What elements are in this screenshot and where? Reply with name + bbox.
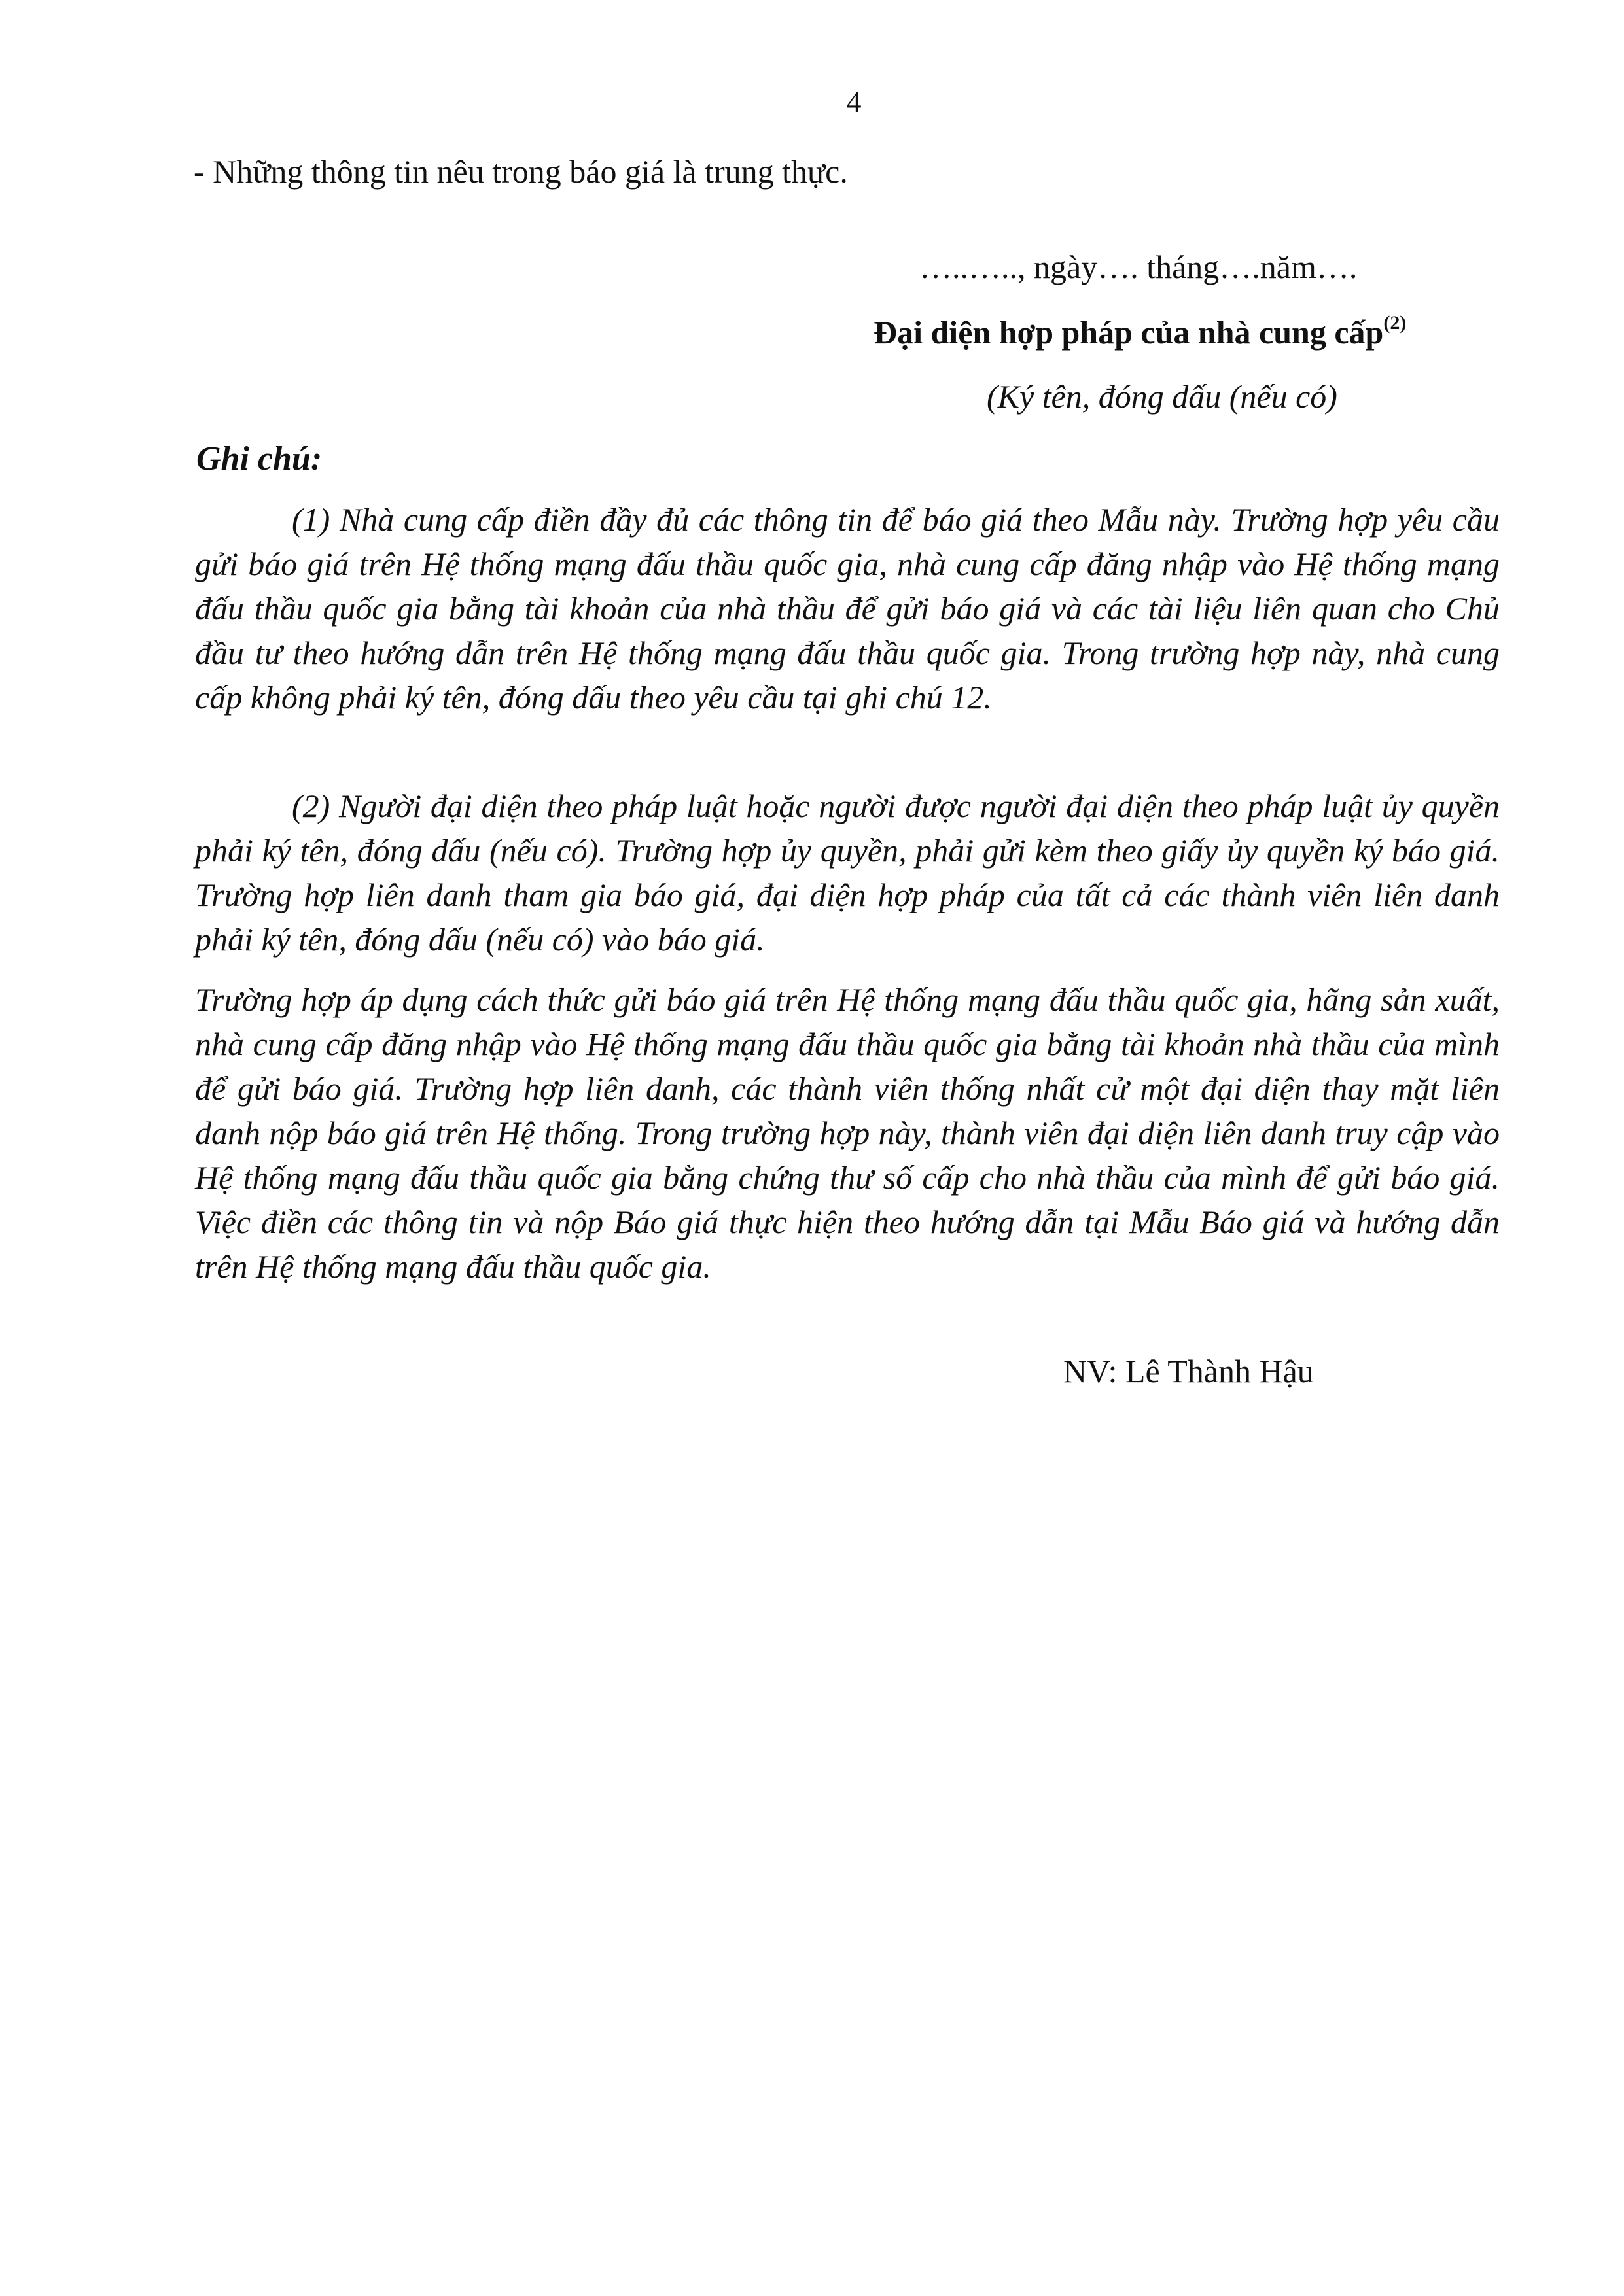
representative-title <box>874 310 1406 355</box>
note-paragraph-2: (2) Người đại diện theo pháp luật hoặc người được người đại diện theo pháp luật ủy quyền phải ký tên, đóng dấu (nếu có). Trường hợp ủy quyền, phải gửi kèm theo giấy ủy quyền ký báo giá. Trường hợp liên danh tham gia báo giá, đại diện hợp pháp của tất cả các thành viên liên danh phải ký tên, đóng dấu (nếu có) vào báo giá. <box>195 788 1500 958</box>
page-number: 4 <box>846 85 862 118</box>
notes-heading: Ghi chú: <box>196 440 323 478</box>
intro-line: - Những thông tin nêu trong báo giá là trung thực. <box>194 153 848 190</box>
date-line: …..….., ngày…. tháng….năm…. <box>919 249 1358 285</box>
sign-instruction: (Ký tên, đóng dấu (nếu có) <box>987 378 1337 415</box>
representative-title-text: Đại diện hợp pháp của nhà cung cấp <box>874 314 1384 351</box>
staff-line: NV: Lê Thành Hậu <box>1063 1353 1314 1389</box>
representative-title-marker: (2) <box>1383 312 1407 334</box>
note-paragraph-1: (1) Nhà cung cấp điền đầy đủ các thông tin để báo giá theo Mẫu này. Trường hợp yêu cầu gửi báo giá trên Hệ thống mạng đấu thầu quốc gia, nhà cung cấp đăng nhập vào Hệ thống mạng đấu thầu quốc gia bằng tài khoản của nhà thầu để gửi báo giá và các tài liệu liên quan cho Chủ đầu tư theo hướng dẫn trên Hệ thống mạng đấu thầu quốc gia. Trong trường hợp này, nhà cung cấp không phải ký tên, đóng dấu theo yêu cầu tại ghi chú 12. <box>195 501 1500 716</box>
note-paragraph-3: Trường hợp áp dụng cách thức gửi báo giá trên Hệ thống mạng đấu thầu quốc gia, hãng sản xuất, nhà cung cấp đăng nhập vào Hệ thống mạng đấu thầu quốc gia bằng tài khoản nhà thầu của mình để gửi báo giá. Trường hợp liên danh, các thành viên thống nhất cử một đại diện thay mặt liên danh nộp báo giá trên Hệ thống. Trong trường hợp này, thành viên đại diện liên danh truy cập vào Hệ thống mạng đấu thầu quốc gia bằng chứng thư số cấp cho nhà thầu của mình để gửi báo giá. Việc điền các thông tin và nộp Báo giá thực hiện theo hướng dẫn tại Mẫu Báo giá và hướng dẫn trên Hệ thống mạng đấu thầu quốc gia. <box>195 981 1500 1285</box>
